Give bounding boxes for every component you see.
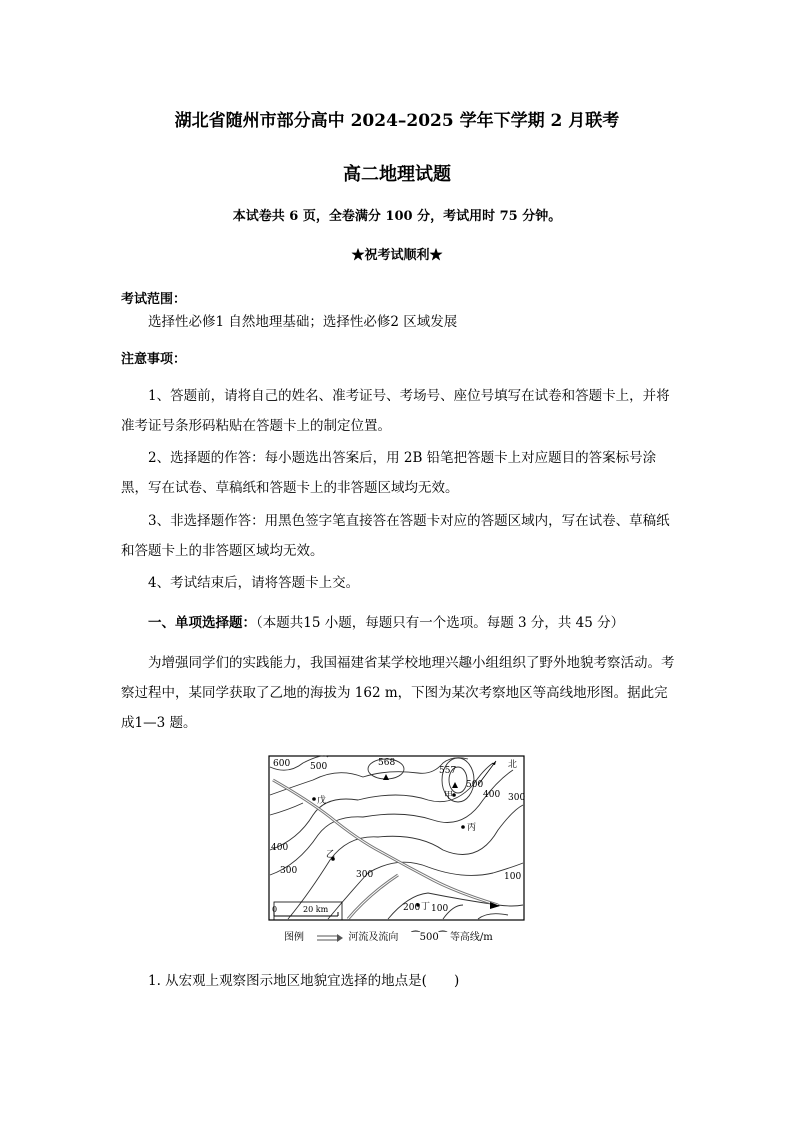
contour-label: 600 <box>273 759 291 769</box>
passage-text: 为增强同学们的实践能力，我国福建省某学校地理兴趣小组组织了野外地貌考察活动。考察过程中，某同学获取了乙地的海拔为 162 m，下图为某次考察地区等高线地形图。据此完成1—3 题。 <box>121 655 675 731</box>
contour-label: 500 <box>466 780 484 790</box>
contour-label: 557 <box>439 766 457 776</box>
map-legend <box>284 928 493 943</box>
notes-label: 注意事项： <box>121 352 187 367</box>
place-label: 戊 <box>317 796 327 806</box>
contour-label: 300 <box>356 870 374 880</box>
section-heading <box>148 611 624 631</box>
scope-text: 选择性必修1 自然地理基础；选择性必修2 区域发展 <box>148 314 458 330</box>
scale-zero: 0 <box>272 905 278 914</box>
wish-text: ★祝考试顺利★ <box>351 248 443 263</box>
exam-info: 本试卷共 6 页，全卷满分 100 分，考试用时 75 分钟。 <box>232 209 562 224</box>
legend-contour-sample: 500 <box>419 932 439 943</box>
contour-label: 300 <box>280 866 298 876</box>
place-label: 乙 <box>326 850 336 860</box>
contour-label: 200 <box>403 903 421 913</box>
scope-label: 考试范围： <box>121 292 187 307</box>
section-desc: （本题共15 小题，每题只有一个选项。每题 3 分，共 45 分） <box>256 615 625 631</box>
place-label: 丙 <box>467 823 477 833</box>
contour-legend-icon: ⁀ <box>411 932 420 943</box>
legend-river: 河流及流向 <box>348 932 399 943</box>
exam-title: 湖北省随州市部分高中 2024–2025 学年下学期 2 月联考 <box>174 111 620 131</box>
contour-label: 400 <box>483 790 501 800</box>
river-legend-icon <box>317 934 343 942</box>
place-label: 丁 <box>421 902 431 912</box>
contour-legend-icon: ⁀ <box>438 932 447 943</box>
section-label: 一、单项选择题： <box>148 615 256 631</box>
contour-label: 300 <box>508 793 526 803</box>
note-item: 2、选择题的作答：每小题选出答案后，用 2B 铅笔把答题卡上对应题目的答案标号涂黑，写在试卷、草稿纸和答题卡上的非答题区域均无效。 <box>121 450 657 496</box>
contour-label: 500 <box>310 762 328 772</box>
contour-label: 100 <box>431 904 449 914</box>
question-1: 1. 从宏观上观察图示地区地貌宜选择的地点是( ) <box>148 973 460 989</box>
contour-label: 100 <box>504 872 522 882</box>
note-item: 3、非选择题作答：用黑色签字笔直接答在答题卡对应的答题区域内，写在试卷、草稿纸和答题卡上的非答题区域均无效。 <box>121 513 670 559</box>
north-label: 北 <box>508 760 518 770</box>
contour-label: 400 <box>271 843 289 853</box>
scale-text: 20 km <box>303 905 329 914</box>
legend-contour: 等高线/m <box>449 932 493 943</box>
exam-subtitle: 高二地理试题 <box>343 164 451 185</box>
contour-map <box>268 755 526 921</box>
note-item: 4、考试结束后，请将答题卡上交。 <box>148 575 360 591</box>
note-item: 1、答题前，请将自己的姓名、准考证号、考场号、座位号填写在试卷和答题卡上，并将准考证号条形码粘贴在答题卡上的制定位置。 <box>121 388 670 434</box>
contour-label: 568 <box>378 758 396 768</box>
legend-title: 图例 <box>284 932 304 943</box>
place-label: 甲 <box>444 791 454 801</box>
